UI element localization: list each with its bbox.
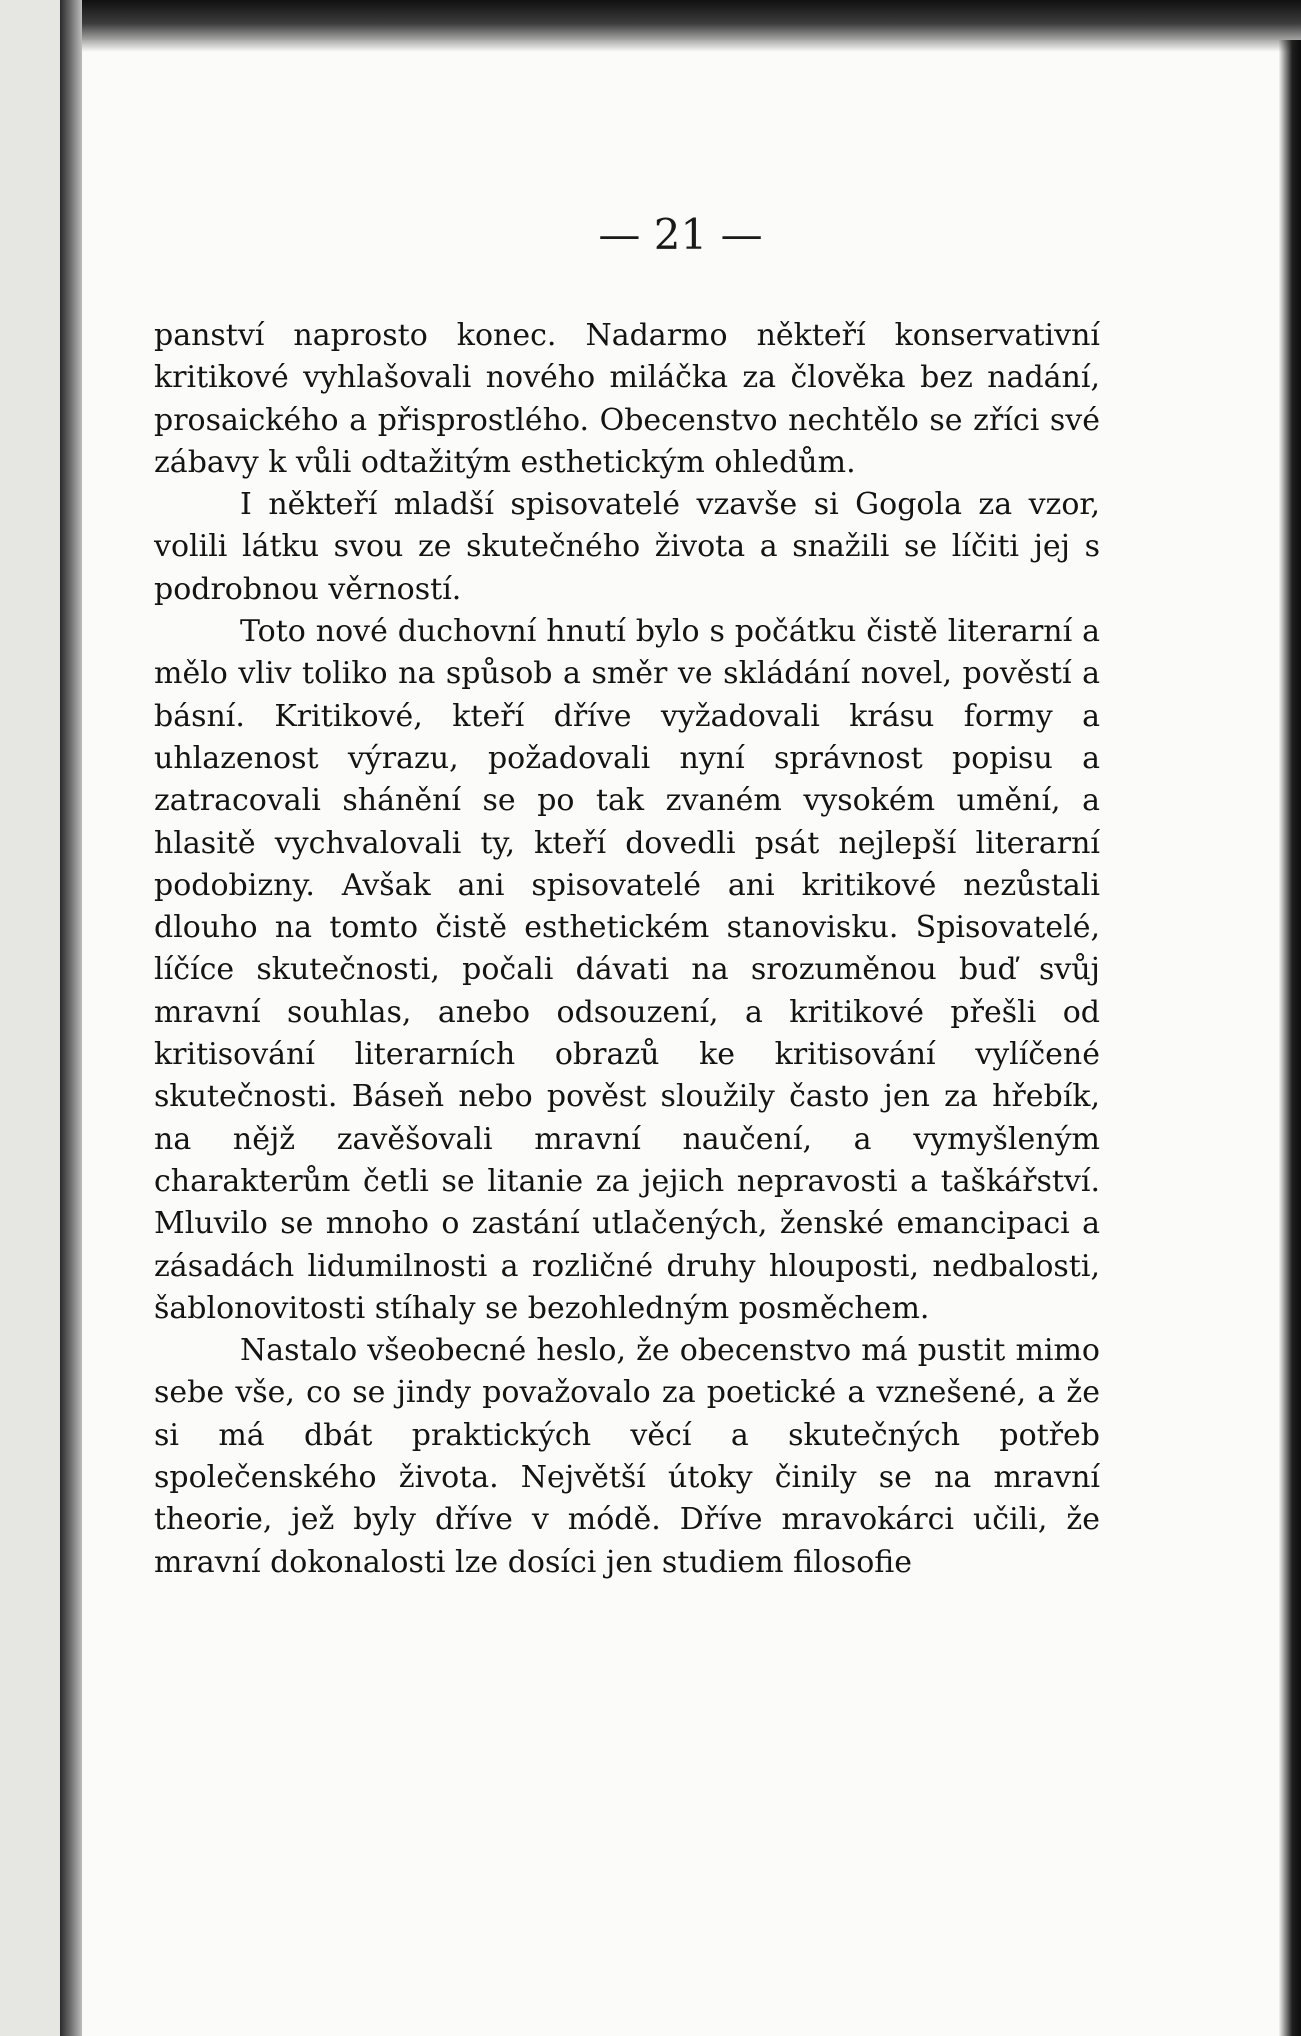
book-spine-shadow bbox=[60, 0, 82, 2036]
paragraph-1: panství naprosto konec. Nadarmo někteří konservativní kritikové vyhlašovali nového miláčka za člověka bez nadání, prosaického a přisprostlého. Obecenstvo nechtělo se zříci své zábavy k vůli odtažitým esthetickým ohledům. bbox=[154, 318, 1100, 480]
page-number: — 21 — bbox=[598, 210, 763, 259]
right-edge-shadow bbox=[1279, 40, 1301, 2036]
paragraph-4: Nastalo všeobecné heslo, že obecenstvo má pustit mimo sebe vše, co se jindy považovalo za poetické a vznešené, a že si má dbát praktických věcí a skutečných potřeb společenského života. Největší útoky činily se na mravní theorie, jež byly dříve v módě. Dříve mravokárci učili, že mravní dokonalosti lze dosíci jen studiem filosofie bbox=[154, 1333, 1100, 1580]
page-sheet bbox=[82, 40, 1279, 2036]
top-edge-shadow bbox=[82, 0, 1301, 52]
body-text bbox=[154, 315, 1100, 1584]
left-margin bbox=[0, 0, 60, 2036]
paragraph-3: Toto nové duchovní hnutí bylo s počátku čistě literarní a mělo vliv toliko na spůsob a směr ve skládání novel, pověstí a básní. Kritikové, kteří dříve vyžadovali krásu formy a uhlazenost výrazu, požadovali nyní správnost popisu a zatracovali shánění se po tak zvaném vysokém umění, a hlasitě vychvalovali ty, kteří dovedli psát nejlepší literarní podobizny. Avšak ani spisovatelé ani kritikové nezůstali dlouho na tomto čistě esthetickém stanovisku. Spisovatelé, líčíce skutečnosti, počali dávati na srozuměnou buď svůj mravní souhlas, anebo odsouzení, a kritikové přešli od kritisování literarních obrazů ke kritisování vylíčené skutečnosti. Báseň nebo pověst sloužily často jen za hřebík, na nějž zavěšovali mravní naučení, a vymyšleným charakterům četli se litanie za jejich nepravosti a taškářství. Mluvilo se mnoho o zastání utlačených, ženské emancipaci a zásadách lidumilnosti a rozličné druhy hlouposti, nedbalosti, šablonovitosti stíhaly se bezohledným posměchem. bbox=[154, 614, 1100, 1326]
paragraph-2: I někteří mladší spisovatelé vzavše si Gogola za vzor, volili látku svou ze skutečného života a snažili se líčiti jej s podrobnou věrností. bbox=[154, 487, 1100, 607]
